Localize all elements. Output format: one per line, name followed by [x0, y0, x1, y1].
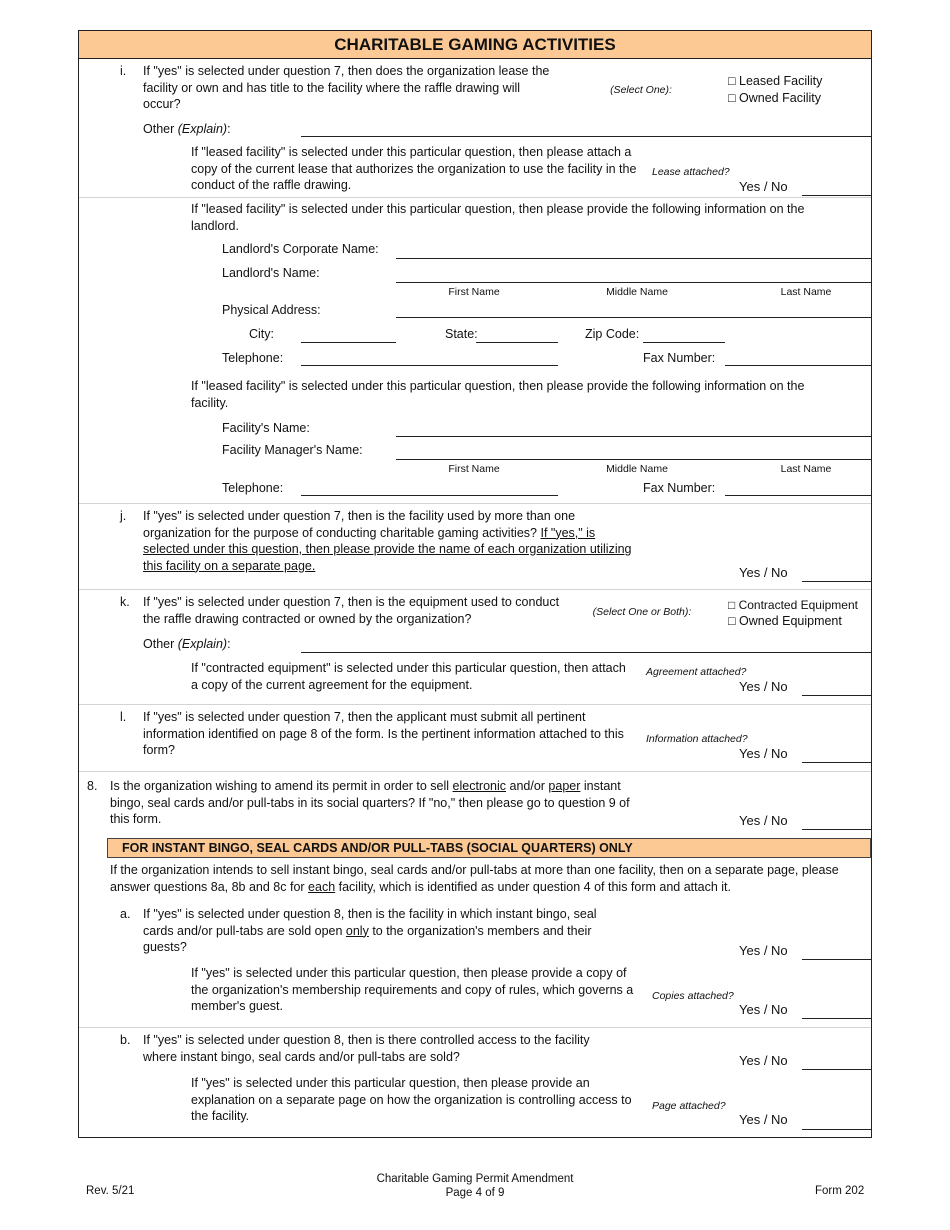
question-k-number: k. — [120, 595, 130, 609]
membership-copy-instructions: If "yes" is selected under this particular question, then please provide a copy of the organization's membership requirements and copy of rules, which governs a member's guest. — [191, 966, 634, 1013]
agreement-attached-field[interactable] — [802, 695, 871, 696]
question-8a-text: If "yes" is selected under question 8, then is the facility in which instant bingo, seal cards and/or pull-tabs are sold open only to the organization's members and their guests? — [143, 907, 597, 954]
landlord-corporate-name-label: Landlord's Corporate Name: — [222, 242, 379, 256]
footer-title: Charitable Gaming Permit Amendment — [376, 1173, 574, 1185]
question-i-select-hint: (Select One): — [610, 84, 672, 96]
question-8a-yes-no: Yes / No — [739, 943, 788, 958]
divider — [79, 704, 871, 705]
owned-equipment-checkbox[interactable]: □ Owned Equipment — [728, 614, 842, 628]
city-label: City: — [249, 327, 274, 341]
question-8-number: 8. — [87, 779, 98, 793]
facility-fax-label: Fax Number: — [643, 481, 716, 495]
agreement-yes-no: Yes / No — [739, 679, 788, 694]
question-i-number: i. — [120, 64, 127, 78]
landlord-fax-field[interactable] — [725, 365, 871, 366]
landlord-telephone-field[interactable] — [301, 365, 558, 366]
state-label: State: — [445, 327, 478, 341]
landlord-first-name-caption: First Name — [448, 286, 500, 298]
manager-middle-name-caption: Middle Name — [606, 463, 668, 475]
question-8b-yes-no: Yes / No — [739, 1053, 788, 1068]
facility-manager-name-field[interactable] — [396, 459, 871, 460]
information-attached-field[interactable] — [802, 762, 871, 763]
lease-yes-no: Yes / No — [739, 179, 788, 194]
facility-name-label: Facility's Name: — [222, 421, 310, 435]
question-8b-answer-field[interactable] — [802, 1069, 871, 1070]
footer-form-number: Form 202 — [815, 1185, 865, 1197]
question-i-other-label: Other (Explain): — [143, 122, 231, 136]
zip-code-field[interactable] — [643, 342, 725, 343]
question-8-answer-field[interactable] — [802, 829, 871, 830]
agreement-instructions: If "contracted equipment" is selected under this particular question, then attach a copy of the current agreement for the equipment. — [191, 661, 626, 692]
divider — [79, 1027, 871, 1028]
state-field[interactable] — [476, 342, 558, 343]
question-8b-number: b. — [120, 1033, 131, 1047]
question-8a-number: a. — [120, 907, 131, 921]
question-j-yes-no: Yes / No — [739, 565, 788, 580]
owned-facility-checkbox[interactable]: □ Owned Facility — [728, 91, 821, 105]
question-l-yes-no: Yes / No — [739, 746, 788, 761]
zip-code-label: Zip Code: — [585, 327, 640, 341]
copies-yes-no: Yes / No — [739, 1002, 788, 1017]
footer-revision: Rev. 5/21 — [86, 1185, 135, 1197]
divider — [79, 771, 871, 772]
physical-address-field[interactable] — [396, 317, 871, 318]
footer-page-number: Page 4 of 9 — [445, 1187, 505, 1199]
question-k-other-label: Other (Explain): — [143, 637, 231, 651]
question-8-intro: If the organization intends to sell instant bingo, seal cards and/or pull-tabs at more than one facility, then on a separate page, please answer questions 8a, 8b and 8c for each facility, which is identified as under question 4 of this form and attach it. — [110, 863, 839, 894]
leased-facility-checkbox[interactable]: □ Leased Facility — [728, 74, 823, 88]
landlord-name-field[interactable] — [396, 282, 871, 283]
facility-manager-name-label: Facility Manager's Name: — [222, 443, 363, 457]
manager-first-name-caption: First Name — [448, 463, 500, 475]
question-k-select-hint: (Select One or Both): — [592, 606, 692, 618]
question-j-text: If "yes" is selected under question 7, then is the facility used by more than one organization for the purpose of conducting charitable gaming activities? If "yes," is selected under this question, then please provide the name of each organization utilizing this facility on a separate page. — [143, 509, 632, 573]
landlord-instructions: If "leased facility" is selected under this particular question, then please provide the following information on the landlord. — [191, 202, 805, 233]
information-attached-label: Information attached? — [646, 733, 748, 745]
question-i-text: If "yes" is selected under question 7, then does the organization lease the facility or own and has title to the facility where the raffle drawing will occur? — [143, 64, 550, 111]
facility-name-field[interactable] — [396, 436, 871, 437]
question-i-other-field[interactable] — [301, 136, 871, 137]
copies-attached-field[interactable] — [802, 1018, 871, 1019]
facility-telephone-label: Telephone: — [222, 481, 284, 495]
contracted-equipment-checkbox[interactable]: □ Contracted Equipment — [728, 598, 858, 612]
question-8-yes-no: Yes / No — [739, 813, 788, 828]
access-explanation-instructions: If "yes" is selected under this particular question, then please provide an explanation on a separate page on how the organization is controlling access to the facility. — [191, 1076, 632, 1123]
facility-instructions: If "leased facility" is selected under this particular question, then please provide the following information on the facility. — [191, 379, 805, 410]
page-attached-label: Page attached? — [652, 1100, 726, 1112]
question-j-answer-field[interactable] — [802, 581, 871, 582]
divider — [79, 589, 871, 590]
landlord-fax-label: Fax Number: — [643, 351, 716, 365]
question-8b-text: If "yes" is selected under question 8, then is there controlled access to the facility where instant bingo, seal cards and/or pull-tabs are sold? — [143, 1033, 590, 1064]
landlord-corporate-name-field[interactable] — [396, 258, 871, 259]
question-k-other-field[interactable] — [301, 652, 871, 653]
facility-fax-field[interactable] — [725, 495, 871, 496]
social-quarters-banner: FOR INSTANT BINGO, SEAL CARDS AND/OR PULL-TABS (SOCIAL QUARTERS) ONLY — [107, 838, 871, 858]
question-k-text: If "yes" is selected under question 7, then is the equipment used to conduct the raffle drawing contracted or owned by the organization? — [143, 595, 560, 626]
physical-address-label: Physical Address: — [222, 303, 321, 317]
question-l-number: l. — [120, 710, 127, 724]
lease-attach-instructions: If "leased facility" is selected under this particular question, then please attach a copy of the current lease that authorizes the organization to use the facility in the conduct of the raffle drawing. — [191, 145, 637, 192]
copies-attached-label: Copies attached? — [652, 990, 734, 1002]
city-field[interactable] — [301, 342, 396, 343]
manager-last-name-caption: Last Name — [780, 463, 832, 475]
question-l-text: If "yes" is selected under question 7, then the applicant must submit all pertinent information identified on page 8 of the form. Is the pertinent information attached to this form? — [143, 710, 624, 757]
page-yes-no: Yes / No — [739, 1112, 788, 1127]
agreement-attached-label: Agreement attached? — [646, 666, 747, 678]
landlord-telephone-label: Telephone: — [222, 351, 284, 365]
question-8-text: Is the organization wishing to amend its permit in order to sell electronic and/or paper instant bingo, seal cards and/or pull-tabs in its social quarters? If "no," then please go to question 9 of this form. — [110, 779, 630, 826]
landlord-last-name-caption: Last Name — [780, 286, 832, 298]
question-j-number: j. — [120, 509, 127, 523]
landlord-middle-name-caption: Middle Name — [606, 286, 668, 298]
page-attached-field[interactable] — [802, 1129, 871, 1130]
landlord-name-label: Landlord's Name: — [222, 266, 320, 280]
lease-attached-label: Lease attached? — [652, 166, 730, 178]
lease-attached-field[interactable] — [802, 195, 871, 196]
page-title: CHARITABLE GAMING ACTIVITIES — [78, 30, 872, 59]
facility-telephone-field[interactable] — [301, 495, 558, 496]
divider — [79, 503, 871, 504]
question-8a-answer-field[interactable] — [802, 959, 871, 960]
divider — [79, 197, 871, 198]
